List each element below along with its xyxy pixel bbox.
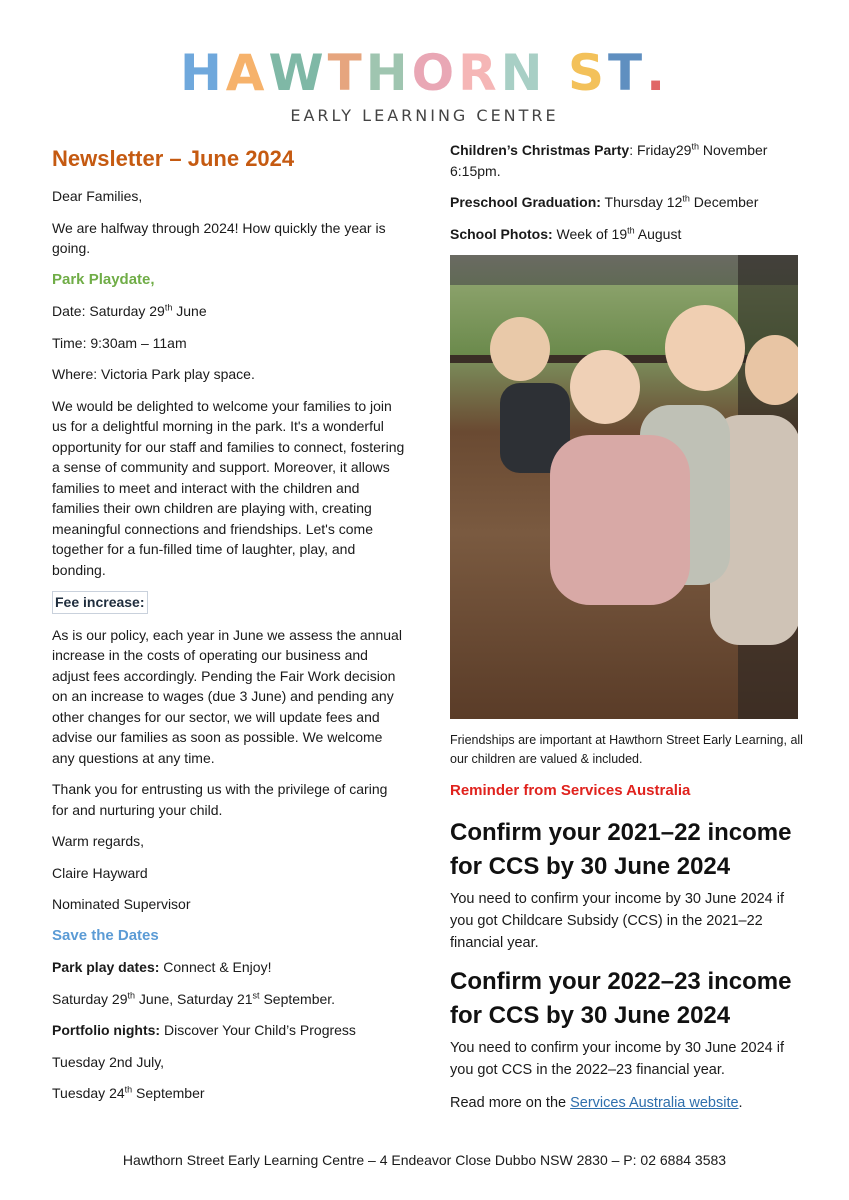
logo-letter: W bbox=[268, 44, 328, 102]
save-dates-heading: Save the Dates bbox=[52, 926, 159, 944]
logo-letter: A bbox=[225, 44, 269, 102]
logo-letter: O bbox=[411, 44, 459, 102]
preschool-graduation: Preschool Graduation: Thursday 12th December bbox=[450, 193, 759, 210]
logo-letter: H bbox=[365, 44, 412, 102]
park-playdate-heading: Park Playdate, bbox=[52, 270, 155, 288]
school-photos: School Photos: Week of 19th August bbox=[450, 224, 682, 242]
ccs-heading-2021: Confirm your 2021–22 income for CCS by 30 June 2024 bbox=[450, 818, 792, 880]
portfolio-date-1: Tuesday 2nd July, bbox=[52, 1053, 165, 1070]
greeting: Dear Families, bbox=[52, 188, 143, 204]
logo-letter: R bbox=[458, 44, 501, 102]
ccs-text-2021: You need to confirm your income by 30 June 2024 if you got Childcare Subsidy (CCS) in the 2021–22 financial year. bbox=[450, 890, 784, 951]
reminder-heading: Reminder from Services Australia bbox=[450, 782, 691, 799]
logo-letter: S bbox=[567, 44, 608, 102]
playdates-dates: Saturday 29th June, Saturday 21st September. bbox=[52, 989, 336, 1007]
playdate-date: Date: Saturday 29th June bbox=[52, 302, 207, 319]
logo bbox=[0, 46, 849, 125]
thanks-text: Thank you for entrusting us with the privilege of caring for and nurturing your child. bbox=[52, 781, 388, 818]
services-australia-link[interactable]: Services Australia website bbox=[570, 1094, 739, 1111]
playdate-time: Time: 9:30am – 11am bbox=[52, 334, 187, 351]
children-photo bbox=[450, 255, 798, 719]
read-more: Read more on the Services Australia website. bbox=[450, 1094, 743, 1111]
right-column bbox=[450, 140, 805, 1125]
logo-subtitle: EARLY LEARNING CENTRE bbox=[290, 106, 559, 125]
footer: Hawthorn Street Early Learning Centre – 4 Endeavor Close Dubbo NSW 2830 – P: 02 6884 3583 bbox=[122, 1152, 727, 1168]
christmas-party: Children’s Christmas Party: Friday29th November 6:15pm. bbox=[450, 141, 768, 179]
signature-role: Nominated Supervisor bbox=[52, 896, 191, 912]
newsletter-title: Newsletter – June 2024 bbox=[52, 146, 295, 171]
playdate-body: We would be delighted to welcome your families to join us for a delightful morning in the park. It's a wonderful opportunity for our staff and families to connect, fostering a sense of community and support. Moreover, it allows families to meet and interact with the children and families their own children are playing with, creating meaningful connections and friendships. Let's come together for a fun-filled time of laughter, play, and bonding. bbox=[52, 397, 405, 578]
photo-caption: Friendships are important at Hawthorn Street Early Learning, all our children are valued & included. bbox=[450, 733, 803, 766]
logo-wordmark bbox=[0, 46, 849, 100]
portfolio-line: Portfolio nights: Discover Your Child’s Progress bbox=[52, 1022, 356, 1038]
playdates-line: Park play dates: Connect & Enjoy! bbox=[52, 959, 272, 975]
logo-letter: N bbox=[500, 44, 547, 102]
signature-name: Claire Hayward bbox=[52, 864, 148, 881]
logo-letter: . bbox=[646, 44, 670, 102]
ccs-text-2022: You need to confirm your income by 30 June 2024 if you got CCS in the 2022–23 financial year. bbox=[450, 1039, 784, 1078]
left-column bbox=[52, 140, 407, 1115]
logo-letter: T bbox=[607, 44, 647, 102]
intro-text: We are halfway through 2024! How quickly the year is going. bbox=[52, 219, 386, 256]
fee-increase-body: As is our policy, each year in June we assess the annual increase in the costs of operating our business and adjust fees accordingly. Pending the Fair Work decision on an increase to wages (due 3 June) and pending any other changes for our sector, we will update fees and advise our families as soon as possible. We welcome any questions at any time. bbox=[52, 626, 402, 766]
logo-letter: T bbox=[327, 44, 366, 102]
fee-increase-heading: Fee increase: bbox=[52, 591, 148, 614]
logo-letter bbox=[547, 46, 568, 100]
logo-letter: H bbox=[179, 44, 226, 102]
portfolio-date-2: Tuesday 24th September bbox=[52, 1084, 205, 1101]
regards: Warm regards, bbox=[52, 833, 145, 849]
playdate-where: Where: Victoria Park play space. bbox=[52, 366, 255, 382]
ccs-heading-2022: Confirm your 2022–23 income for CCS by 30 June 2024 bbox=[450, 967, 792, 1029]
